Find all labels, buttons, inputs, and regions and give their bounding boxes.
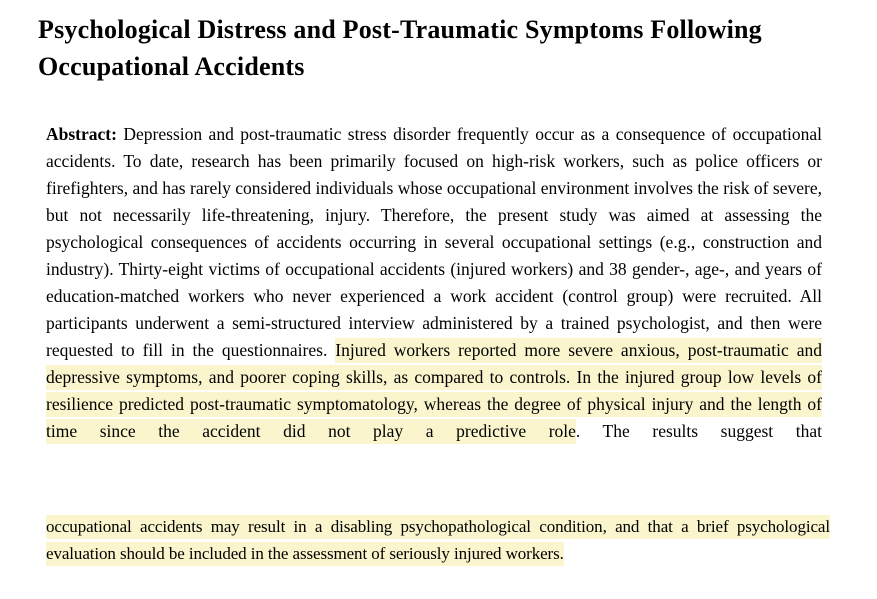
- paper-title: Psychological Distress and Post-Traumatic Symptoms Following Occupational Accidents: [38, 15, 762, 81]
- continuation-highlighted-text: occupational accidents may result in a disabling psychopathological condition, and that a brief psychological evaluation should be included in the assessment of seriously injured workers.: [46, 515, 830, 566]
- abstract-highlighted-text: Injured workers reported more severe anxious, post-traumatic and depressive symptoms, and poorer coping skills, as compared to controls. In the injured group low levels of resilience predicted post-traumatic symptomatology, whereas the degree of physical injury and the length of time since the accident did not play a predictive role: [46, 338, 822, 444]
- abstract-text-after-highlight: . The results suggest that: [575, 421, 822, 441]
- abstract-label: Abstract:: [46, 124, 117, 144]
- abstract-continuation-paragraph: [46, 514, 830, 567]
- abstract-paragraph: [46, 121, 822, 445]
- abstract-text-before-highlight: Depression and post-traumatic stress disorder frequently occur as a consequence of occupational accidents. To date, research has been primarily focused on high-risk workers, such as police officers or firefighters, and has rarely considered individuals whose occupational environment involves the risk of severe, but not necessarily life-threatening, injury. Therefore, the present study was aimed at assessing the psychological consequences of accidents occurring in several occupational settings (e.g., construction and industry). Thirty-eight victims of occupational accidents (injured workers) and 38 gender-, age-, and years of education-matched workers who never experienced a work accident (control group) were recruited. All participants underwent a semi-structured interview administered by a trained psychologist, and then were requested to fill in the questionnaires.: [46, 124, 822, 360]
